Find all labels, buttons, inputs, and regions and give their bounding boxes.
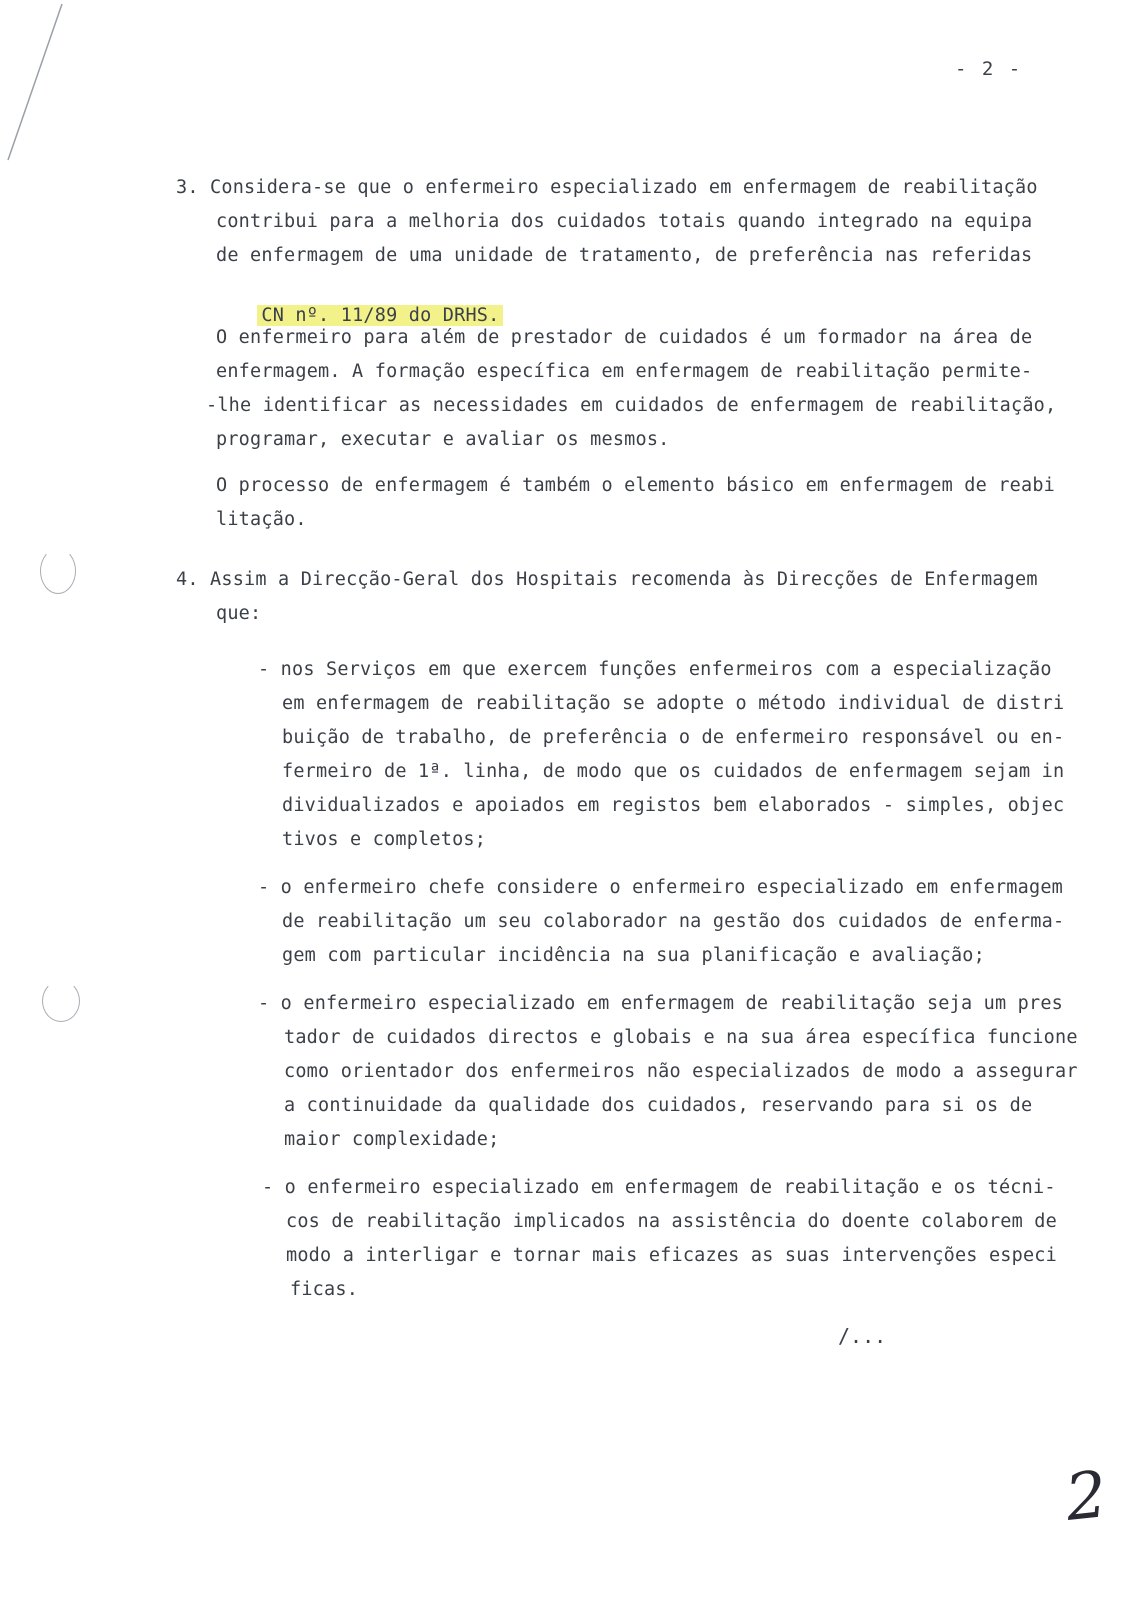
section-3-p3-line-1: O processo de enfermagem é também o elemento básico em enfermagem de reabi: [216, 475, 1056, 496]
section-4-intro-line-1: 4. Assim a Direcção-Geral dos Hospitais recomenda às Direcções de Enfermagem: [176, 569, 1038, 590]
list-item-3-line-3: como orientador dos enfermeiros não especializados de modo a assegurar: [284, 1061, 1078, 1082]
list-item-3-line-1: - o enfermeiro especializado em enfermagem de reabilitação seja um pres: [258, 993, 1063, 1014]
list-item-2-line-3: gem com particular incidência na sua planificação e avaliação;: [282, 945, 985, 966]
list-item-1-line-6: tivos e completos;: [282, 829, 487, 850]
list-item-4-line-2: cos de reabilitação implicados na assistência do doente colaborem de: [286, 1211, 1057, 1232]
section-3-p2-line-4: programar, executar e avaliar os mesmos.: [216, 429, 670, 450]
list-item-3-line-5: maior complexidade;: [284, 1129, 500, 1150]
punch-hole-bottom: [42, 980, 80, 1022]
list-item-4-line-3: modo a interligar e tornar mais eficazes as suas intervenções especi: [286, 1245, 1057, 1266]
list-item-3-line-4: a continuidade da qualidade dos cuidados, reservando para si os de: [284, 1095, 1033, 1116]
section-3-line-2: contribui para a melhoria dos cuidados totais quando integrado na equipa: [216, 211, 1033, 232]
handwritten-page-mark: 2: [1062, 1458, 1111, 1536]
section-3-p3-line-2: litação.: [216, 509, 307, 530]
section-3-p2-line-1: O enfermeiro para além de prestador de cuidados é um formador na área de: [216, 327, 1033, 348]
section-3-p2-line-3: -lhe identificar as necessidades em cuidados de enfermagem de reabilitação,: [206, 395, 1057, 416]
section-3-p2-line-2: enfermagem. A formação específica em enfermagem de reabilitação permite-: [216, 361, 1033, 382]
section-4-intro-line-2: que:: [216, 603, 262, 624]
list-item-4-line-1: - o enfermeiro especializado em enfermagem de reabilitação e os técni-: [262, 1177, 1056, 1198]
list-item-1-line-1: - nos Serviços em que exercem funções enfermeiros com a especialização: [258, 659, 1052, 680]
page-number: - 2 -: [955, 58, 1023, 80]
punch-hole-top: [40, 548, 76, 594]
list-item-1-line-5: dividualizados e apoiados em registos bem elaborados - simples, objec: [282, 795, 1065, 816]
list-item-2-line-1: - o enfermeiro chefe considere o enfermeiro especializado em enfermagem: [258, 877, 1063, 898]
section-3-line-3: de enfermagem de uma unidade de tratamento, de preferência nas referidas: [216, 245, 1033, 266]
highlighted-reference: CN nº. 11/89 do DRHS.: [257, 305, 503, 326]
corner-fold-mark: [0, 0, 80, 180]
list-item-4-line-4: ficas.: [290, 1279, 359, 1300]
list-item-3-line-2: tador de cuidados directos e globais e na sua área específica funcione: [284, 1027, 1078, 1048]
continuation-mark: /...: [838, 1324, 887, 1348]
list-item-2-line-2: de reabilitação um seu colaborador na gestão dos cuidados de enferma-: [282, 911, 1065, 932]
section-3-line-1: 3. Considera-se que o enfermeiro especializado em enfermagem de reabilitação: [176, 177, 1038, 198]
list-item-1-line-3: buição de trabalho, de preferência o de enfermeiro responsável ou en-: [282, 727, 1065, 748]
list-item-1-line-4: fermeiro de 1ª. linha, de modo que os cuidados de enfermagem sejam in: [282, 761, 1065, 782]
list-item-1-line-2: em enfermagem de reabilitação se adopte o método individual de distri: [282, 693, 1065, 714]
